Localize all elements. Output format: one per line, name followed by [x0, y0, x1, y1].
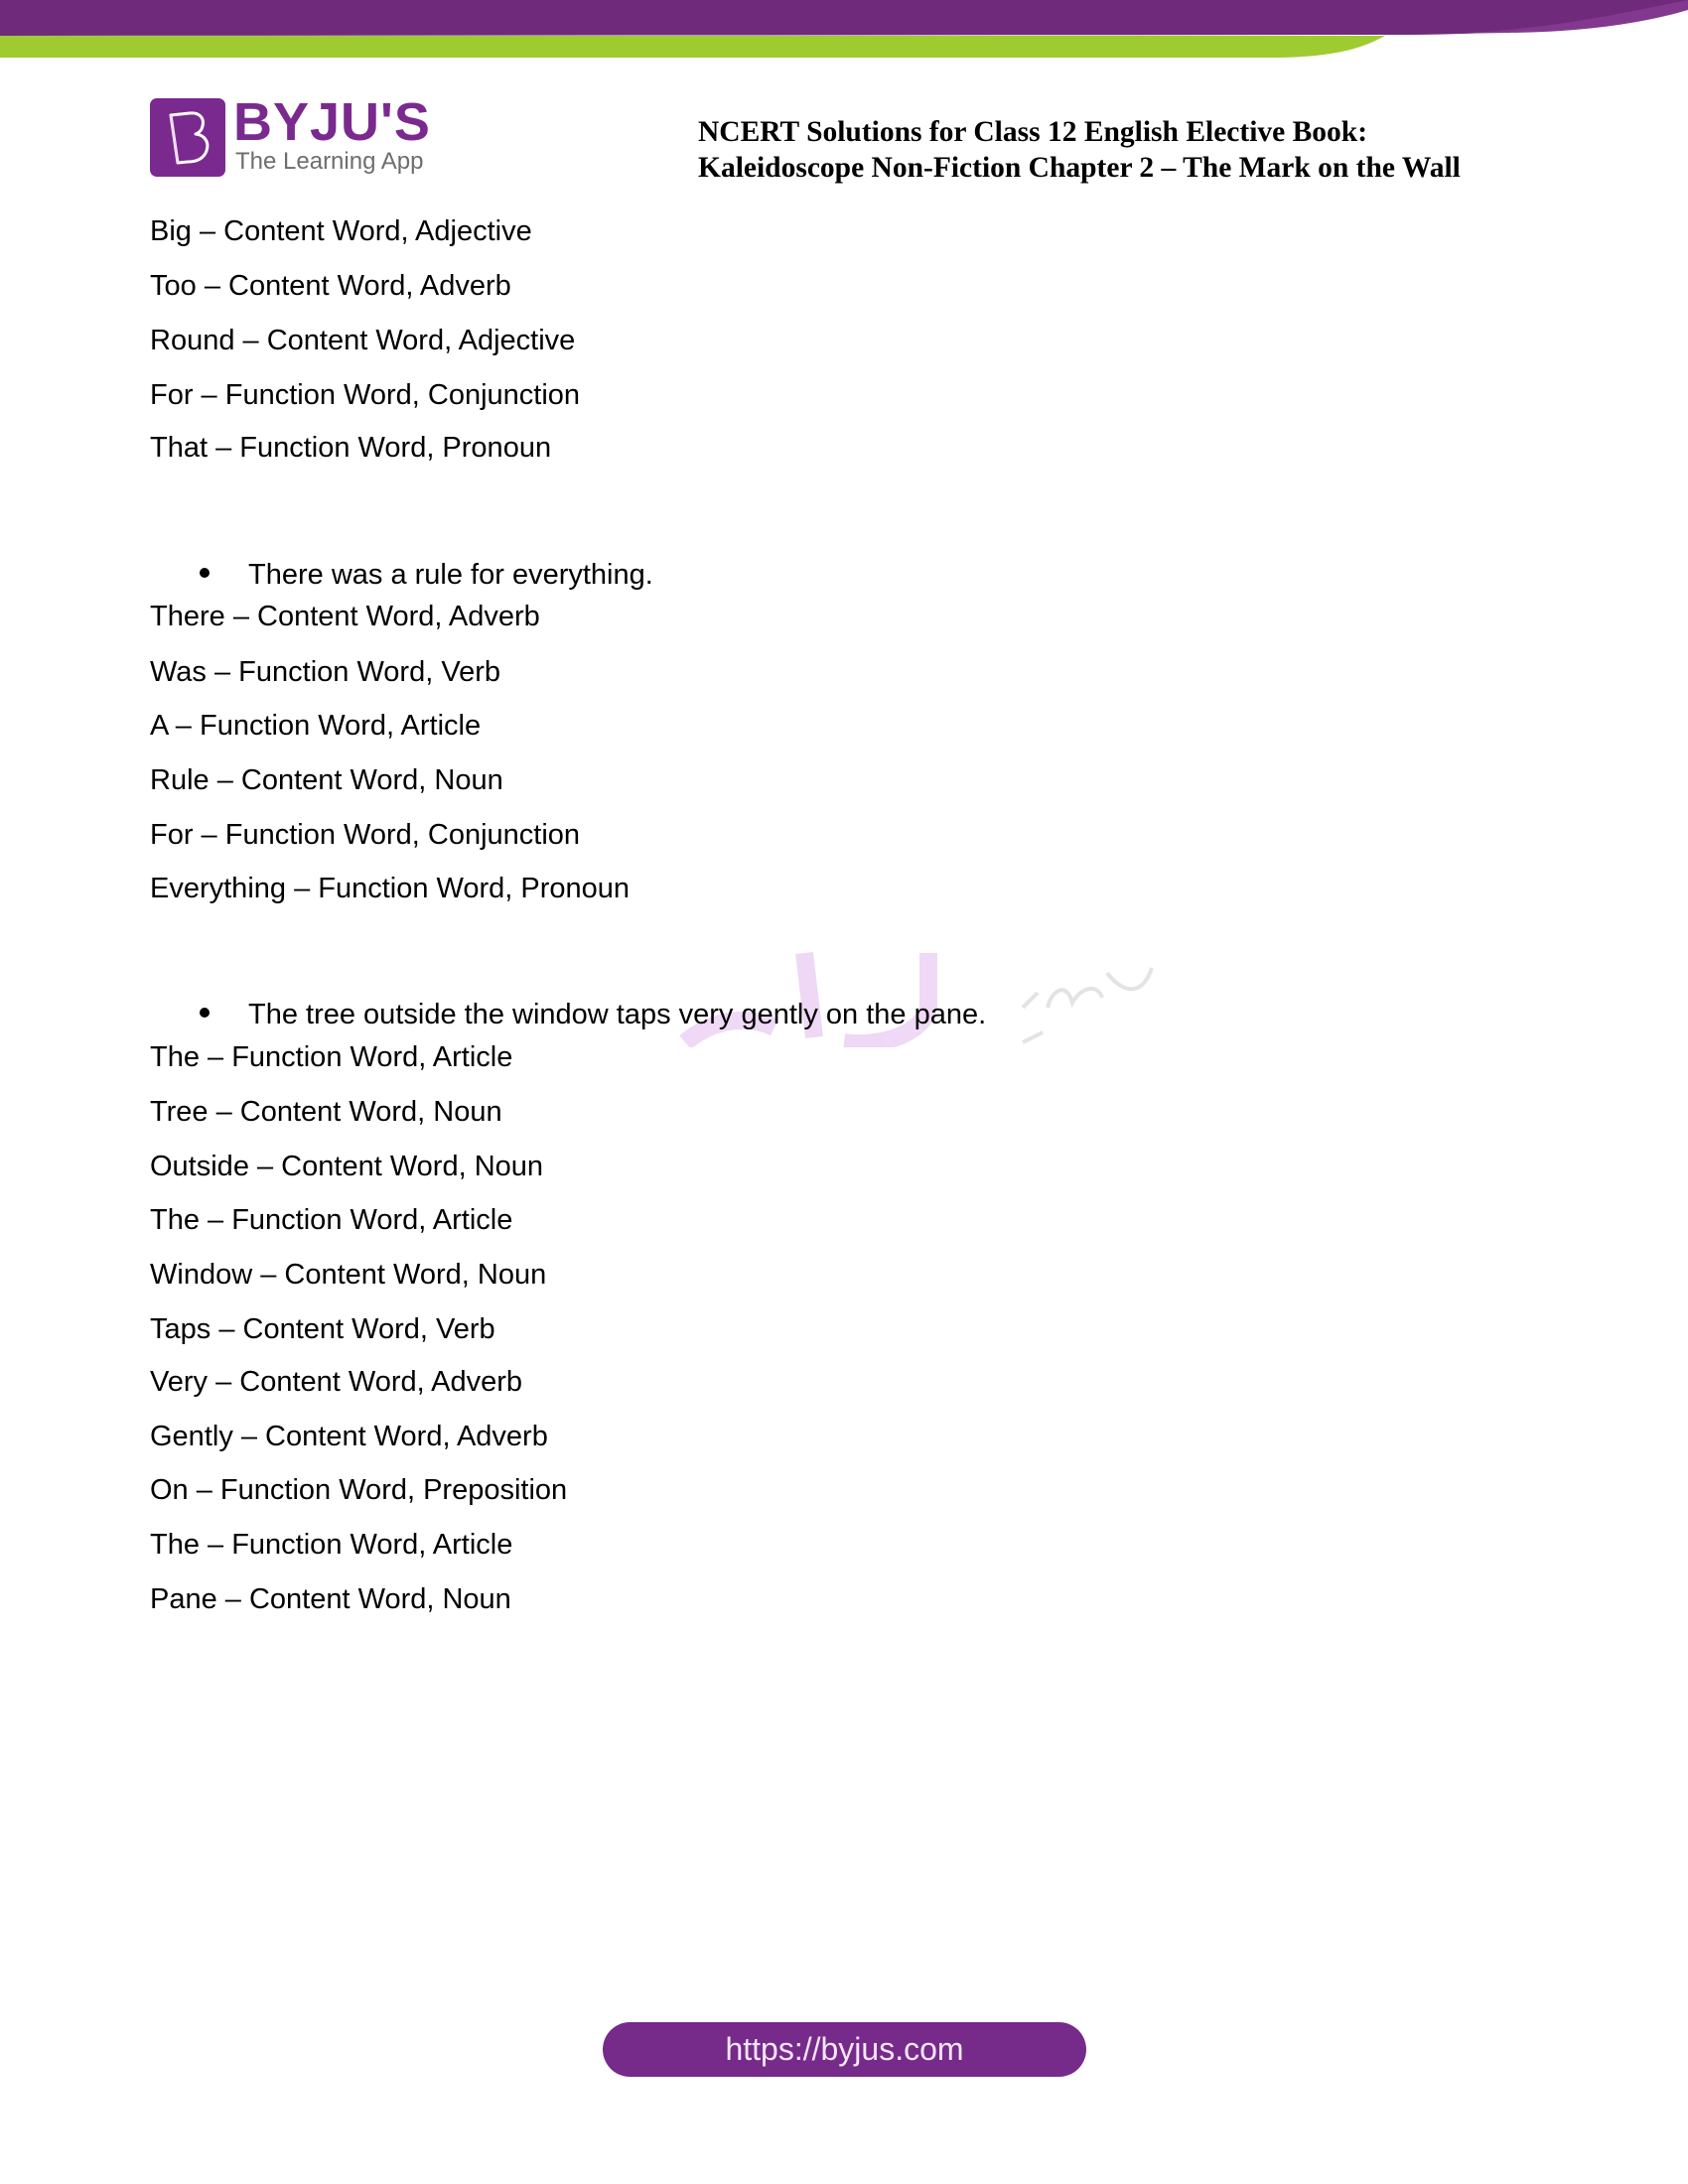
- list-item: Very – Content Word, Adverb: [150, 1366, 523, 1398]
- byjus-logo: [150, 92, 438, 180]
- list-item: Outside – Content Word, Noun: [150, 1151, 544, 1182]
- header-banner-decoration: [0, 0, 1688, 69]
- example-sentence: The tree outside the window taps very gently on the pane.: [248, 999, 987, 1030]
- list-item: Round – Content Word, Adjective: [150, 325, 576, 356]
- example-sentence: There was a rule for everything.: [248, 559, 653, 591]
- bullet-icon: [200, 1008, 210, 1018]
- list-item: The – Function Word, Article: [150, 1529, 513, 1561]
- title-line-2: Kaleidoscope Non-Fiction Chapter 2 – The Mark on the Wall: [698, 151, 1461, 184]
- byjus-website-link[interactable]: [603, 2022, 1086, 2077]
- footer-link-text: https://byjus.com: [725, 2031, 964, 2067]
- list-item: The – Function Word, Article: [150, 1204, 513, 1236]
- list-item: Rule – Content Word, Noun: [150, 764, 503, 796]
- list-item: Tree – Content Word, Noun: [150, 1096, 502, 1128]
- list-item: A – Function Word, Article: [150, 710, 482, 742]
- list-item: The – Function Word, Article: [150, 1041, 513, 1073]
- list-item: On – Function Word, Preposition: [150, 1474, 568, 1506]
- list-item: Window – Content Word, Noun: [150, 1259, 547, 1291]
- logo-brand-text: BYJU'S: [233, 92, 431, 152]
- list-item: Big – Content Word, Adjective: [150, 215, 532, 247]
- title-line-1: NCERT Solutions for Class 12 English Elective Book:: [698, 116, 1368, 148]
- list-item: Too – Content Word, Adverb: [150, 270, 511, 302]
- list-item: Gently – Content Word, Adverb: [150, 1421, 548, 1452]
- list-item: Was – Function Word, Verb: [150, 656, 500, 688]
- logo-tagline: The Learning App: [235, 148, 424, 175]
- list-item: Pane – Content Word, Noun: [150, 1583, 511, 1615]
- list-item: That – Function Word, Pronoun: [150, 432, 552, 464]
- bullet-icon: [200, 568, 210, 578]
- list-item: Everything – Function Word, Pronoun: [150, 873, 631, 904]
- list-item: For – Function Word, Conjunction: [150, 379, 581, 411]
- list-item: Taps – Content Word, Verb: [150, 1313, 495, 1345]
- byjus-b-logo-icon: [150, 98, 225, 177]
- list-item: For – Function Word, Conjunction: [150, 819, 581, 851]
- document-title: [698, 115, 1461, 186]
- list-item: There – Content Word, Adverb: [150, 601, 540, 632]
